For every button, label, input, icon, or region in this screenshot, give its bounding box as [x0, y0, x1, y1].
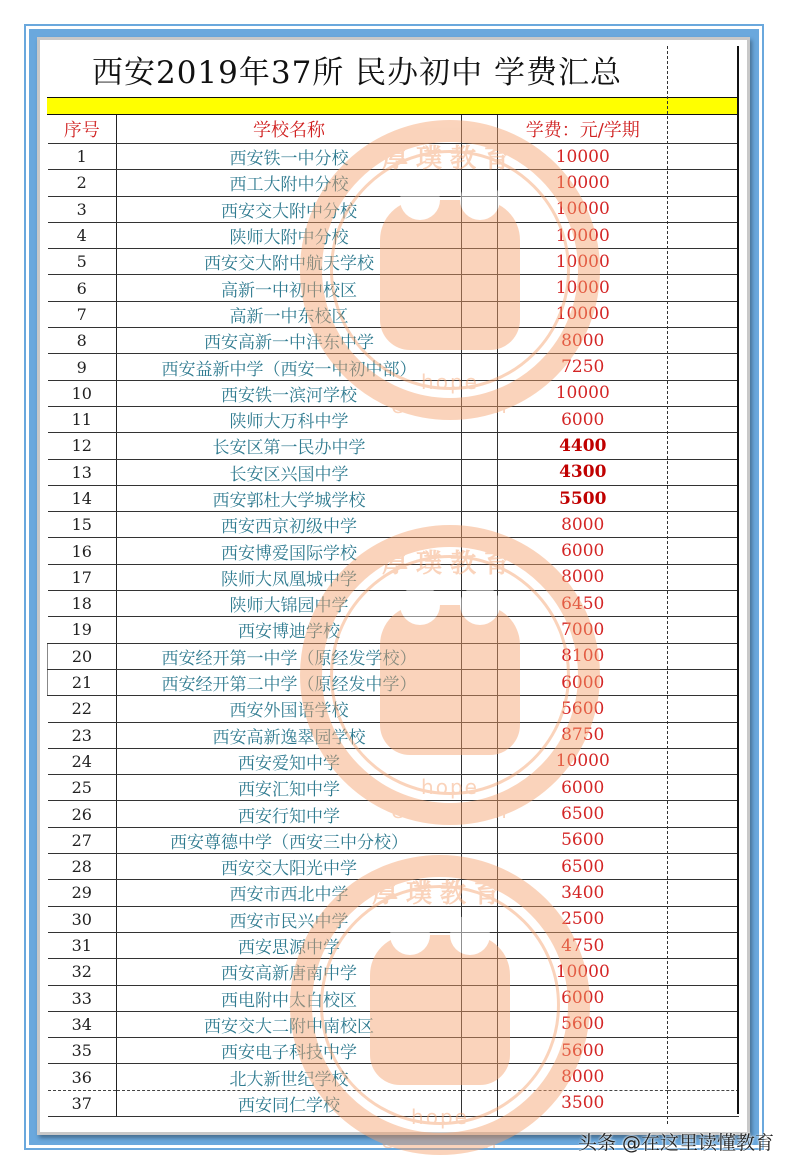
row-index: 32 — [48, 959, 117, 985]
blank-cell — [462, 1090, 498, 1116]
tuition-fee: 8000 — [498, 1064, 668, 1090]
tuition-fee: 10000 — [498, 748, 668, 774]
table-row — [48, 959, 739, 985]
extra-cell — [668, 144, 739, 170]
blank-cell — [462, 748, 498, 774]
blank-cell — [462, 827, 498, 853]
tuition-fee: 10000 — [498, 301, 668, 327]
extra-cell — [668, 380, 739, 406]
extra-cell — [668, 775, 739, 801]
tuition-fee: 5600 — [498, 1011, 668, 1037]
school-name: 陕师大凤凰城中学 — [117, 564, 462, 590]
column-header-index: 序号 — [48, 115, 117, 144]
school-name: 西安经开第一中学（原经发学校） — [117, 643, 462, 669]
table-row — [48, 617, 739, 643]
extra-cell — [668, 906, 739, 932]
column-header-extra — [668, 115, 739, 144]
tuition-fee: 4300 — [498, 459, 668, 485]
extra-cell — [668, 1090, 739, 1116]
blank-cell — [462, 538, 498, 564]
table-row — [48, 854, 739, 880]
tuition-fee: 2500 — [498, 906, 668, 932]
row-index: 12 — [48, 433, 117, 459]
school-name: 西安铁一中分校 — [117, 144, 462, 170]
blank-cell — [462, 696, 498, 722]
row-index: 7 — [48, 301, 117, 327]
blank-cell — [462, 1011, 498, 1037]
tuition-fee: 10000 — [498, 196, 668, 222]
school-name: 西安高新逸翠园学校 — [117, 722, 462, 748]
tuition-fee: 3500 — [498, 1090, 668, 1116]
school-name: 西安博爱国际学校 — [117, 538, 462, 564]
tuition-fee: 10000 — [498, 249, 668, 275]
school-name: 长安区兴国中学 — [117, 459, 462, 485]
row-index: 14 — [48, 485, 117, 511]
blank-cell — [462, 722, 498, 748]
school-name: 西安电子科技中学 — [117, 1038, 462, 1064]
school-name: 西安经开第二中学（原经发中学） — [117, 669, 462, 695]
row-index: 35 — [48, 1038, 117, 1064]
row-index: 18 — [48, 591, 117, 617]
row-index: 5 — [48, 249, 117, 275]
yellow-band — [47, 97, 738, 115]
extra-cell — [668, 354, 739, 380]
tuition-fee: 4400 — [498, 433, 668, 459]
school-name: 北大新世纪学校 — [117, 1064, 462, 1090]
extra-cell — [668, 854, 739, 880]
table-row — [48, 591, 739, 617]
table-row — [48, 485, 739, 511]
extra-cell — [668, 328, 739, 354]
tuition-fee: 8000 — [498, 328, 668, 354]
extra-cell — [668, 932, 739, 958]
school-name: 西安高新一中沣东中学 — [117, 328, 462, 354]
table-row — [48, 1011, 739, 1037]
extra-cell — [668, 1038, 739, 1064]
extra-cell — [668, 485, 739, 511]
blank-cell — [462, 1038, 498, 1064]
extra-cell — [668, 880, 739, 906]
blank-cell — [462, 380, 498, 406]
blank-cell — [462, 617, 498, 643]
blank-cell — [462, 144, 498, 170]
tuition-fee: 8750 — [498, 722, 668, 748]
fee-table — [47, 115, 739, 1117]
school-name: 西安西京初级中学 — [117, 512, 462, 538]
tuition-fee: 7250 — [498, 354, 668, 380]
school-name: 西安思源中学 — [117, 932, 462, 958]
extra-cell — [668, 591, 739, 617]
tuition-fee: 7000 — [498, 617, 668, 643]
extra-cell — [668, 748, 739, 774]
school-name: 西安交大附中分校 — [117, 196, 462, 222]
row-index: 2 — [48, 170, 117, 196]
extra-cell — [668, 617, 739, 643]
blank-cell — [462, 985, 498, 1011]
blank-cell — [462, 1064, 498, 1090]
extra-cell — [668, 643, 739, 669]
blank-cell — [462, 249, 498, 275]
table-row — [48, 328, 739, 354]
extra-cell — [668, 512, 739, 538]
table-row — [48, 459, 739, 485]
table-right-border — [737, 46, 739, 1114]
extra-cell — [668, 669, 739, 695]
table-row — [48, 406, 739, 432]
school-name: 西安尊德中学（西安三中分校） — [117, 827, 462, 853]
tuition-fee: 6000 — [498, 775, 668, 801]
row-index: 4 — [48, 222, 117, 248]
extra-cell — [668, 1011, 739, 1037]
table-row — [48, 801, 739, 827]
tuition-fee: 6000 — [498, 669, 668, 695]
tuition-fee: 8000 — [498, 564, 668, 590]
tuition-fee: 5600 — [498, 696, 668, 722]
blank-cell — [462, 880, 498, 906]
page-title: 西安2019年37所 民办初中 学费汇总 — [91, 55, 623, 91]
tuition-fee: 4750 — [498, 932, 668, 958]
tuition-fee: 10000 — [498, 275, 668, 301]
table-row — [48, 538, 739, 564]
school-name: 西安益新中学（西安一中初中部） — [117, 354, 462, 380]
extra-cell — [668, 722, 739, 748]
school-name: 西安外国语学校 — [117, 696, 462, 722]
school-name: 西安郭杜大学城学校 — [117, 485, 462, 511]
tuition-fee: 6500 — [498, 801, 668, 827]
tuition-fee: 8100 — [498, 643, 668, 669]
tuition-fee: 3400 — [498, 880, 668, 906]
table-row — [48, 1064, 739, 1090]
blank-cell — [462, 643, 498, 669]
watermark-logo: 厚璞教育 hope education — [290, 855, 590, 1155]
school-name: 西安市民兴中学 — [117, 906, 462, 932]
school-name: 西安爱知中学 — [117, 748, 462, 774]
column-header-name: 学校名称 — [117, 115, 462, 144]
tuition-fee: 10000 — [498, 170, 668, 196]
blank-cell — [462, 406, 498, 432]
table-row — [48, 985, 739, 1011]
extra-cell — [668, 985, 739, 1011]
table-row — [48, 669, 739, 695]
row-index: 37 — [48, 1090, 117, 1116]
extra-cell — [668, 406, 739, 432]
table-row — [48, 1038, 739, 1064]
blank-cell — [462, 485, 498, 511]
school-name: 高新一中初中校区 — [117, 275, 462, 301]
row-index: 23 — [48, 722, 117, 748]
tuition-fee: 6000 — [498, 985, 668, 1011]
table-row — [48, 249, 739, 275]
row-index: 26 — [48, 801, 117, 827]
row-index: 24 — [48, 748, 117, 774]
row-index: 31 — [48, 932, 117, 958]
blank-cell — [462, 433, 498, 459]
table-row — [48, 643, 739, 669]
extra-cell — [668, 433, 739, 459]
extra-cell — [668, 696, 739, 722]
blank-cell — [462, 854, 498, 880]
extra-cell — [668, 249, 739, 275]
extra-cell — [668, 564, 739, 590]
table-row — [48, 275, 739, 301]
row-index: 8 — [48, 328, 117, 354]
tuition-fee: 10000 — [498, 380, 668, 406]
school-name: 西安市西北中学 — [117, 880, 462, 906]
watermark-logo: 厚璞教育 hope education — [300, 525, 600, 825]
table-row — [48, 564, 739, 590]
school-name: 陕师大附中分校 — [117, 222, 462, 248]
row-index: 36 — [48, 1064, 117, 1090]
tuition-fee: 10000 — [498, 959, 668, 985]
tuition-fee: 5600 — [498, 827, 668, 853]
row-index: 10 — [48, 380, 117, 406]
extra-cell — [668, 1064, 739, 1090]
table-row — [48, 512, 739, 538]
tuition-fee: 6450 — [498, 591, 668, 617]
blank-cell — [462, 906, 498, 932]
blank-cell — [462, 170, 498, 196]
school-name: 西电附中太白校区 — [117, 985, 462, 1011]
row-index: 3 — [48, 196, 117, 222]
table-row — [48, 196, 739, 222]
blank-cell — [462, 222, 498, 248]
table-row — [48, 722, 739, 748]
blank-cell — [462, 775, 498, 801]
school-name: 西安交大附中航天学校 — [117, 249, 462, 275]
row-index: 6 — [48, 275, 117, 301]
school-name: 西安交大二附中南校区 — [117, 1011, 462, 1037]
page-break-line — [667, 46, 668, 1124]
blank-cell — [462, 669, 498, 695]
row-index: 11 — [48, 406, 117, 432]
school-name: 长安区第一民办中学 — [117, 433, 462, 459]
watermark-logo: 厚璞教育 hope education — [300, 120, 600, 420]
blank-cell — [462, 301, 498, 327]
row-index: 30 — [48, 906, 117, 932]
extra-cell — [668, 222, 739, 248]
table-row — [48, 827, 739, 853]
table-row — [48, 748, 739, 774]
school-name: 西安博迪学校 — [117, 617, 462, 643]
school-name: 高新一中东校区 — [117, 301, 462, 327]
school-name: 西安同仁学校 — [117, 1090, 462, 1116]
table-row — [48, 380, 739, 406]
school-name: 西安高新唐南中学 — [117, 959, 462, 985]
column-header-blank — [462, 115, 498, 144]
blank-cell — [462, 512, 498, 538]
table-row — [48, 880, 739, 906]
blank-cell — [462, 459, 498, 485]
blank-cell — [462, 591, 498, 617]
blank-cell — [462, 564, 498, 590]
column-header-fee: 学费：元/学期 — [498, 115, 668, 144]
blank-cell — [462, 328, 498, 354]
tuition-fee: 10000 — [498, 144, 668, 170]
table-header-row — [48, 115, 739, 144]
school-name: 陕师大万科中学 — [117, 406, 462, 432]
row-index: 13 — [48, 459, 117, 485]
row-index: 15 — [48, 512, 117, 538]
school-name: 西安交大阳光中学 — [117, 854, 462, 880]
extra-cell — [668, 538, 739, 564]
blank-cell — [462, 801, 498, 827]
source-credit: 头条 @在这里读懂教育 — [577, 1132, 774, 1154]
row-index: 19 — [48, 617, 117, 643]
row-index: 22 — [48, 696, 117, 722]
table-row — [48, 170, 739, 196]
row-index: 21 — [48, 669, 117, 695]
tuition-fee: 6000 — [498, 538, 668, 564]
blank-cell — [462, 354, 498, 380]
extra-cell — [668, 959, 739, 985]
school-name: 陕师大锦园中学 — [117, 591, 462, 617]
school-name: 西安行知中学 — [117, 801, 462, 827]
table-row — [48, 301, 739, 327]
tuition-fee: 5600 — [498, 1038, 668, 1064]
blank-cell — [462, 196, 498, 222]
row-index: 29 — [48, 880, 117, 906]
extra-cell — [668, 275, 739, 301]
extra-cell — [668, 459, 739, 485]
table-row — [48, 222, 739, 248]
row-index: 25 — [48, 775, 117, 801]
row-index: 33 — [48, 985, 117, 1011]
tuition-fee: 6000 — [498, 406, 668, 432]
table-row — [48, 433, 739, 459]
row-index: 1 — [48, 144, 117, 170]
tuition-fee: 6500 — [498, 854, 668, 880]
row-index: 34 — [48, 1011, 117, 1037]
row-index: 17 — [48, 564, 117, 590]
table-row — [48, 775, 739, 801]
table-row — [48, 1090, 739, 1116]
row-index: 28 — [48, 854, 117, 880]
extra-cell — [668, 827, 739, 853]
table-row — [48, 932, 739, 958]
extra-cell — [668, 301, 739, 327]
row-index: 16 — [48, 538, 117, 564]
row-index: 27 — [48, 827, 117, 853]
blank-cell — [462, 275, 498, 301]
tuition-fee: 10000 — [498, 222, 668, 248]
tuition-fee: 5500 — [498, 485, 668, 511]
table-row — [48, 906, 739, 932]
extra-cell — [668, 196, 739, 222]
table-row — [48, 696, 739, 722]
row-index: 20 — [48, 643, 117, 669]
blank-cell — [462, 932, 498, 958]
extra-cell — [668, 170, 739, 196]
school-name: 西安铁一滨河学校 — [117, 380, 462, 406]
school-name: 西工大附中分校 — [117, 170, 462, 196]
row-index: 9 — [48, 354, 117, 380]
school-name: 西安汇知中学 — [117, 775, 462, 801]
blank-cell — [462, 959, 498, 985]
extra-cell — [668, 801, 739, 827]
table-row — [48, 354, 739, 380]
tuition-fee: 8000 — [498, 512, 668, 538]
table-row — [48, 144, 739, 170]
